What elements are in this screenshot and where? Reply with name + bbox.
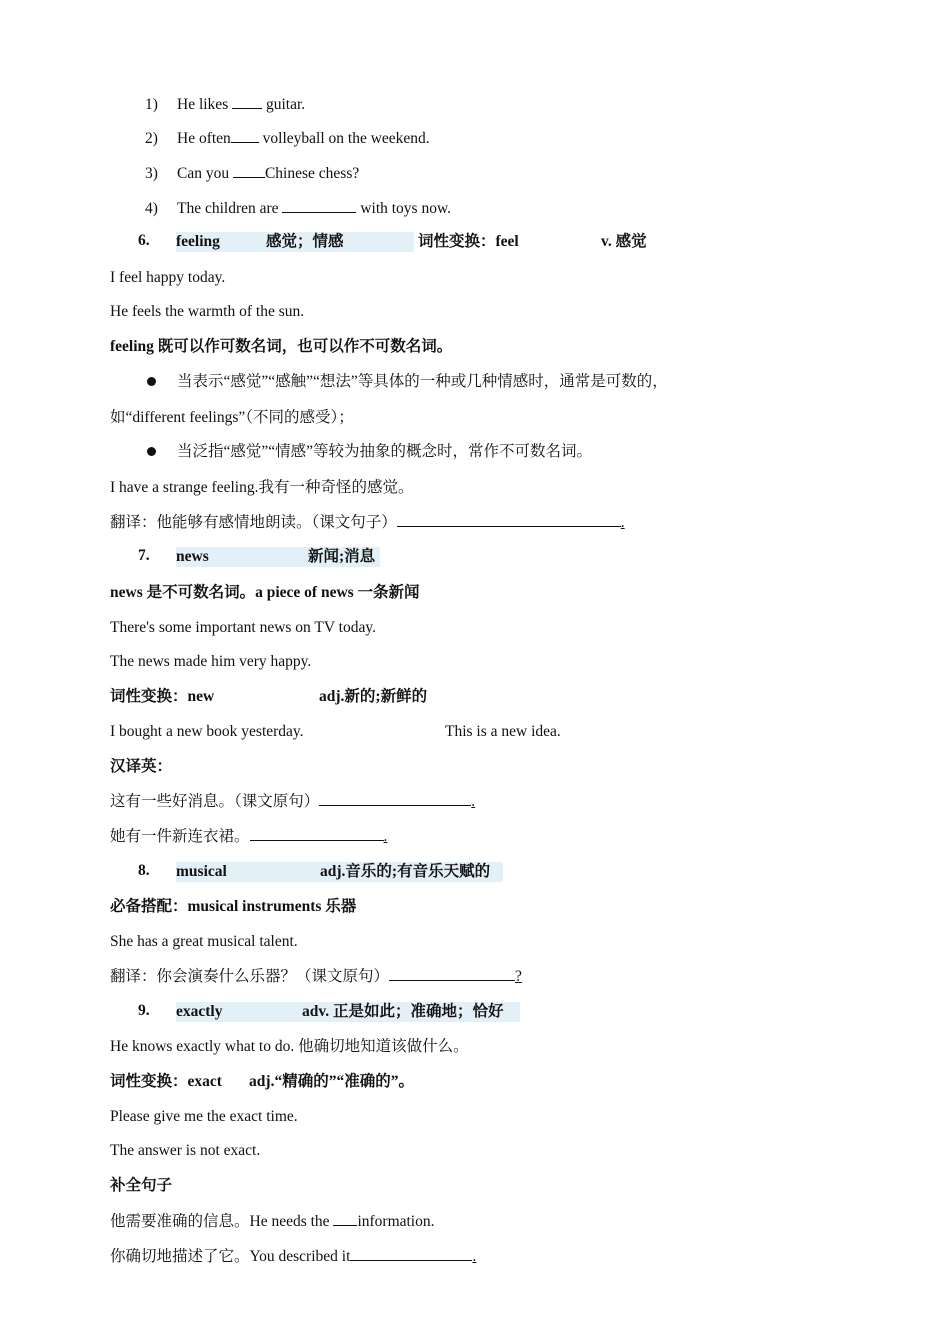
exercise-4: 4) The children are with toys now. bbox=[145, 200, 452, 217]
fill-blank[interactable] bbox=[306, 198, 356, 213]
translation-exercise: 翻译：你会演奏什么乐器？（课文原句） ? bbox=[110, 968, 522, 985]
exercise-1: 1) He likes guitar. bbox=[145, 96, 306, 113]
fill-blank[interactable] bbox=[282, 198, 306, 213]
grammar-note: news 是不可数名词。a piece of news 一条新闻 bbox=[110, 584, 420, 601]
translation-exercise: 这有一些好消息。（课文原句） . bbox=[110, 793, 476, 810]
answer-blank[interactable] bbox=[333, 1211, 357, 1226]
section-9-heading: exactly adv. 正是如此；准确地；恰好 bbox=[176, 1002, 520, 1022]
complete-exercise: 你确切地描述了它。You described it . bbox=[110, 1248, 477, 1265]
example-sentence: This is a new idea. bbox=[445, 723, 561, 740]
example-sentence: I bought a new book yesterday. bbox=[110, 723, 304, 740]
example-sentence: I have a strange feeling.我有一种奇怪的感觉。 bbox=[110, 479, 414, 496]
bullet-text-continued: 如“different feelings”（不同的感受）； bbox=[110, 409, 354, 426]
collocation: 必备搭配：musical instruments 乐器 bbox=[110, 898, 357, 915]
example-sentence: He knows exactly what to do. 他确切地知道该做什么。 bbox=[110, 1038, 469, 1055]
section-6-convert-label: 词性变换：feel bbox=[418, 233, 519, 250]
convert-label: 词性变换：new bbox=[110, 688, 215, 705]
c2e-label: 汉译英： bbox=[110, 758, 173, 775]
bullet-icon bbox=[147, 447, 156, 456]
fill-blank[interactable] bbox=[233, 163, 265, 178]
section-6-heading: feeling 感觉；情感 bbox=[176, 232, 414, 252]
example-sentence: The answer is not exact. bbox=[110, 1142, 261, 1159]
example-sentence: I feel happy today. bbox=[110, 269, 226, 286]
section-8-heading: musical adj.音乐的;有音乐天赋的 bbox=[176, 862, 503, 882]
section-6-number: 6. bbox=[138, 232, 150, 249]
fill-blank[interactable] bbox=[232, 94, 262, 109]
section-7-heading: news 新闻;消息 bbox=[176, 547, 380, 567]
answer-blank[interactable] bbox=[319, 791, 471, 806]
section-8-number: 8. bbox=[138, 862, 150, 879]
section-7-number: 7. bbox=[138, 547, 150, 564]
answer-blank[interactable] bbox=[350, 1246, 472, 1261]
section-9-number: 9. bbox=[138, 1002, 150, 1019]
bullet-icon bbox=[147, 377, 156, 386]
convert-line: 词性变换：exact adj.“精确的”“准确的”。 bbox=[110, 1073, 414, 1090]
bullet-text: 当泛指“感觉”“情感”等较为抽象的概念时，常作不可数名词。 bbox=[177, 443, 593, 460]
example-sentence: He feels the warmth of the sun. bbox=[110, 303, 305, 320]
complete-label: 补全句子 bbox=[110, 1177, 173, 1194]
fill-blank[interactable] bbox=[231, 128, 259, 143]
bullet-text: 当表示“感觉”“感触”“想法”等具体的一种或几种情感时，通常是可数的， bbox=[177, 373, 668, 390]
answer-blank[interactable] bbox=[397, 512, 621, 527]
complete-exercise: 他需要准确的信息。He needs the information. bbox=[110, 1213, 435, 1230]
example-sentence: She has a great musical talent. bbox=[110, 933, 298, 950]
exercise-3: 3) Can you Chinese chess? bbox=[145, 165, 360, 182]
example-sentence: There's some important news on TV today. bbox=[110, 619, 376, 636]
exercise-2: 2) He often volleyball on the weekend. bbox=[145, 130, 430, 147]
answer-blank[interactable] bbox=[250, 826, 384, 841]
translation-exercise: 翻译：他能够有感情地朗读。（课文句子） . bbox=[110, 514, 625, 531]
section-6-convert-meaning: v. 感觉 bbox=[601, 233, 647, 250]
grammar-note: feeling 既可以作可数名词，也可以作不可数名词。 bbox=[110, 338, 453, 355]
convert-meaning: adj.新的;新鲜的 bbox=[319, 688, 428, 705]
example-sentence: The news made him very happy. bbox=[110, 653, 312, 670]
example-sentence: Please give me the exact time. bbox=[110, 1108, 298, 1125]
answer-blank[interactable] bbox=[389, 966, 515, 981]
translation-exercise: 她有一件新连衣裙。 . bbox=[110, 828, 388, 845]
